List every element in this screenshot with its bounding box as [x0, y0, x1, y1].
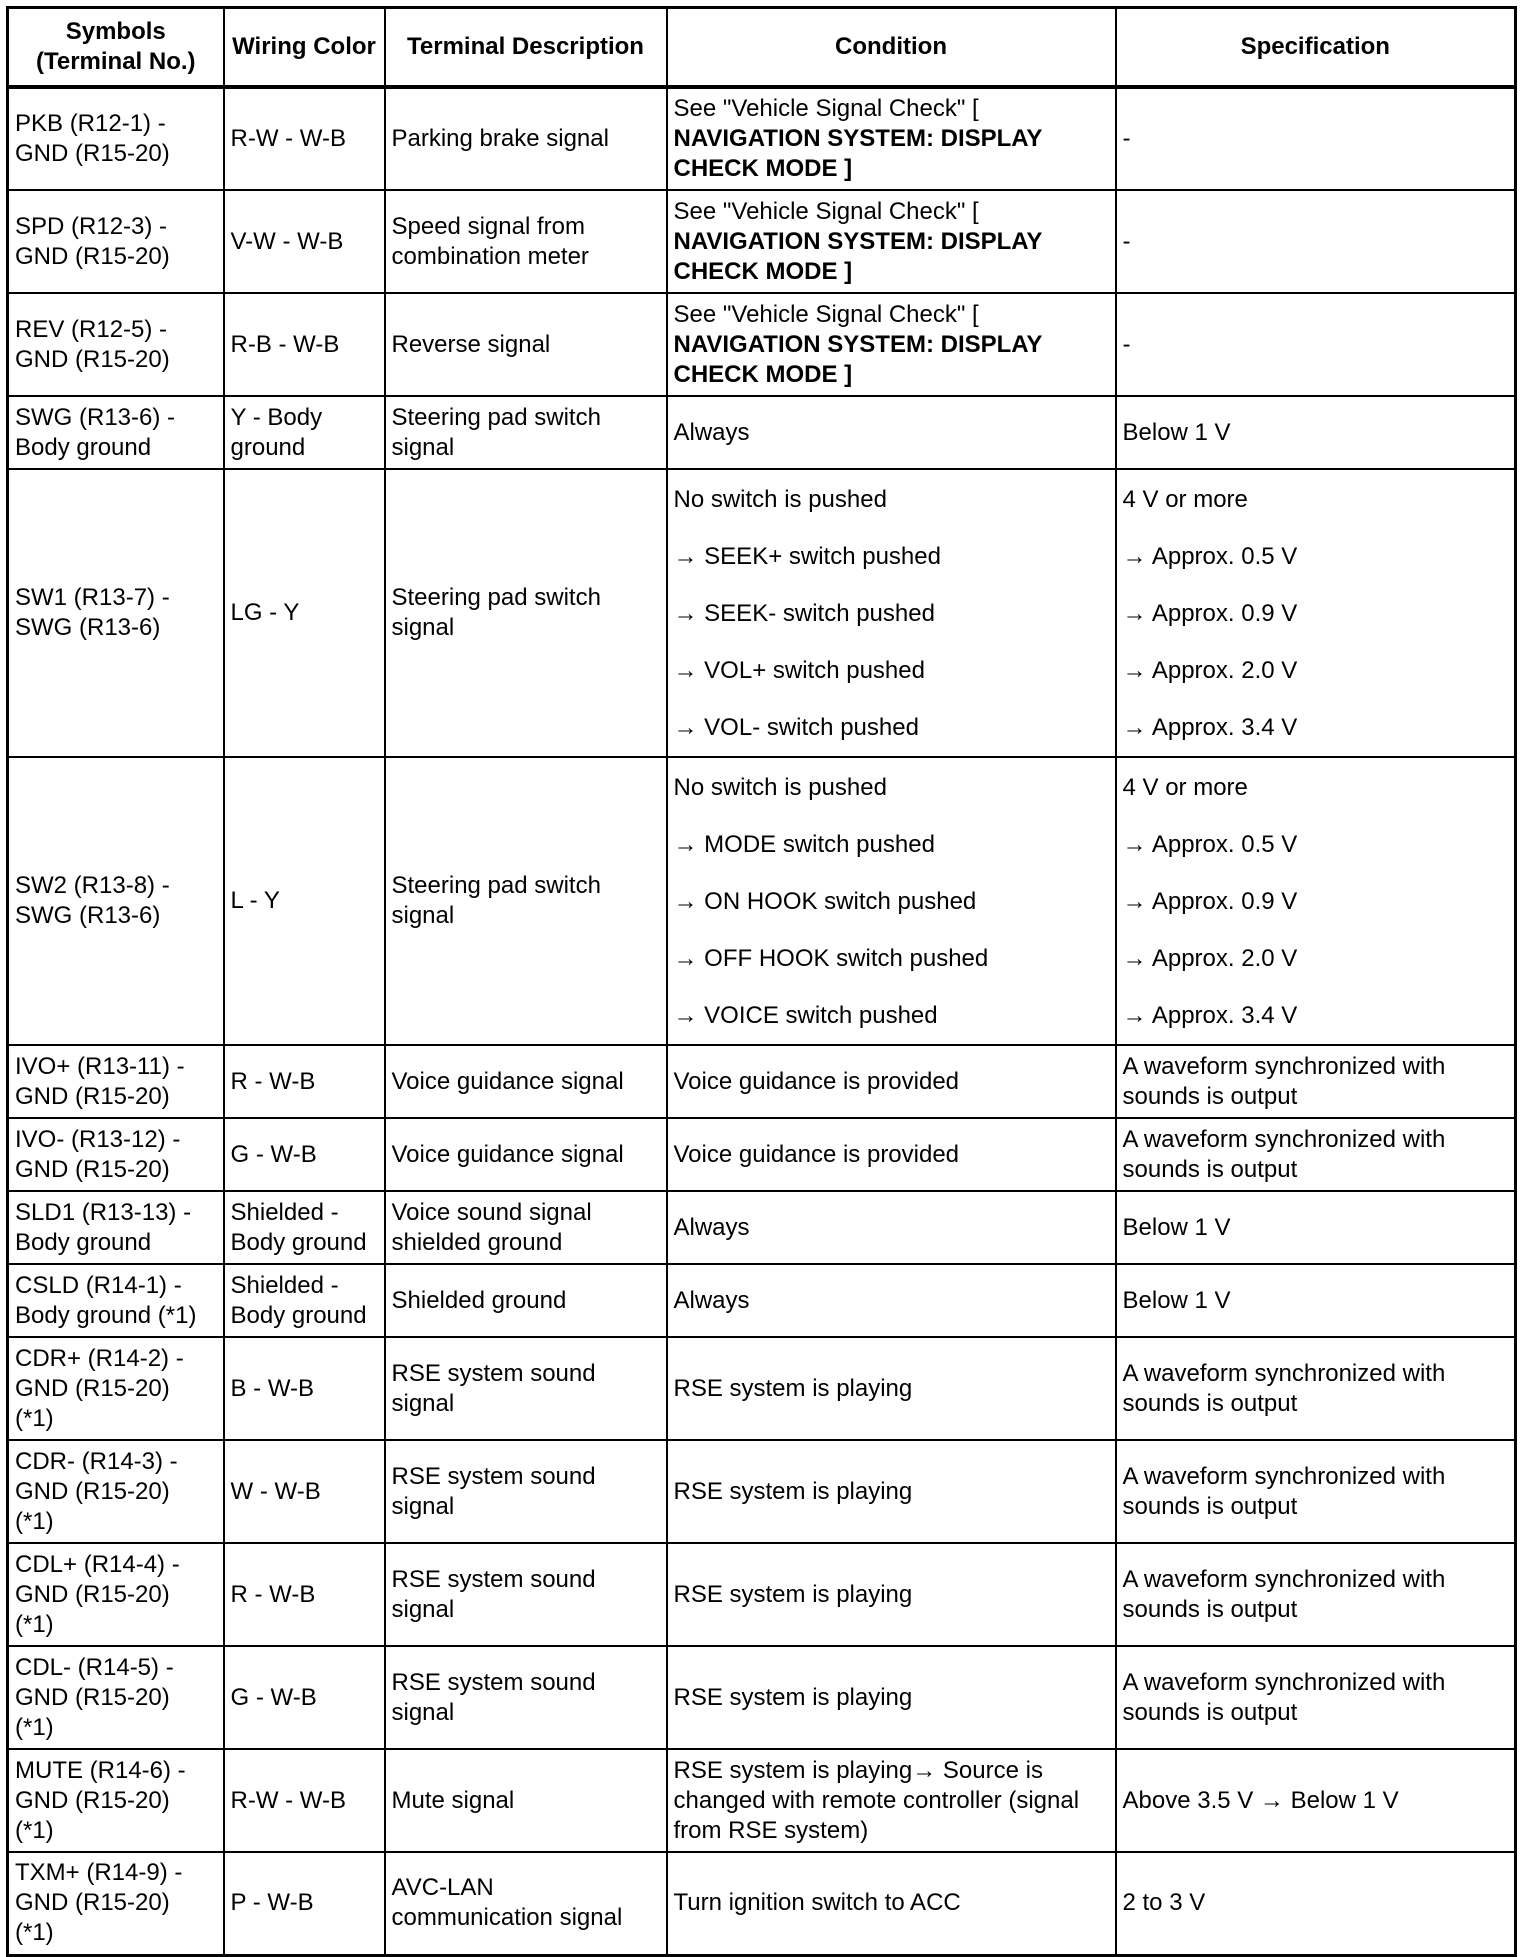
spec-cell: 4 V or more [1116, 757, 1516, 816]
wiring-cell: R - W-B [224, 1543, 385, 1646]
symbols-cell: SW2 (R13-8) - SWG (R13-6) [8, 757, 224, 1045]
wiring-cell: R-W - W-B [224, 1749, 385, 1852]
spec-cell: A waveform synchronized with sounds is output [1116, 1118, 1516, 1191]
condition-cell: No switch is pushed [667, 469, 1116, 528]
symbols-cell: CDR- (R14-3) - GND (R15-20) (*1) [8, 1440, 224, 1543]
condition-link[interactable]: NAVIGATION SYSTEM: DISPLAY CHECK MODE ] [673, 125, 1042, 182]
wiring-cell: R - W-B [224, 1045, 385, 1118]
wiring-cell: Y - Body ground [224, 396, 385, 469]
spec-cell: → Approx. 0.5 V [1116, 528, 1516, 585]
wiring-cell: V-W - W-B [224, 190, 385, 293]
condition-cell: → SEEK+ switch pushed [667, 528, 1116, 585]
condition-cell: → OFF HOOK switch pushed [667, 930, 1116, 987]
wiring-cell: W - W-B [224, 1440, 385, 1543]
terminal-cell: AVC-LAN communication signal [385, 1852, 667, 1955]
spec-cell: Below 1 V [1116, 1264, 1516, 1337]
spec-cell: Above 3.5 V → Below 1 V [1116, 1749, 1516, 1852]
condition-cell: → MODE switch pushed [667, 816, 1116, 873]
condition-cell: → VOL- switch pushed [667, 699, 1116, 757]
spec-cell: A waveform synchronized with sounds is output [1116, 1337, 1516, 1440]
condition-cell: → ON HOOK switch pushed [667, 873, 1116, 930]
table-row [8, 1440, 1516, 1543]
condition-cell: → VOL+ switch pushed [667, 642, 1116, 699]
wiring-cell: R-B - W-B [224, 293, 385, 396]
condition-cell: Voice guidance is provided [667, 1045, 1116, 1118]
condition-text: See "Vehicle Signal Check" [ [673, 95, 979, 122]
spec-cell: A waveform synchronized with sounds is output [1116, 1543, 1516, 1646]
spec-cell: Below 1 V [1116, 396, 1516, 469]
wiring-cell: G - W-B [224, 1646, 385, 1749]
spec-cell: → Approx. 3.4 V [1116, 699, 1516, 757]
spec-cell: → Approx. 0.5 V [1116, 816, 1516, 873]
terminal-cell: Parking brake signal [385, 87, 667, 190]
symbols-cell: TXM+ (R14-9) - GND (R15-20) (*1) [8, 1852, 224, 1955]
spec-cell: - [1116, 190, 1516, 293]
symbols-cell: IVO- (R13-12) - GND (R15-20) [8, 1118, 224, 1191]
spec-cell: Below 1 V [1116, 1191, 1516, 1264]
spec-cell: A waveform synchronized with sounds is output [1116, 1045, 1516, 1118]
symbols-cell: SW1 (R13-7) - SWG (R13-6) [8, 469, 224, 757]
symbols-cell: REV (R12-5) - GND (R15-20) [8, 293, 224, 396]
terminal-cell: Mute signal [385, 1749, 667, 1852]
header-row [8, 8, 1516, 88]
condition-cell: Always [667, 1191, 1116, 1264]
symbols-cell: IVO+ (R13-11) - GND (R15-20) [8, 1045, 224, 1118]
spec-cell: → Approx. 0.9 V [1116, 585, 1516, 642]
table-row [8, 396, 1516, 469]
table-row [8, 87, 1516, 190]
terminal-table [6, 6, 1517, 1957]
wiring-cell: R-W - W-B [224, 87, 385, 190]
terminal-table-container [6, 6, 1514, 1957]
table-row [8, 1749, 1516, 1852]
spec-cell: → Approx. 2.0 V [1116, 642, 1516, 699]
condition-cell: Always [667, 1264, 1116, 1337]
wiring-cell: Shielded - Body ground [224, 1264, 385, 1337]
terminal-cell: Steering pad switch signal [385, 757, 667, 1045]
spec-cell: → Approx. 2.0 V [1116, 930, 1516, 987]
spec-cell: - [1116, 293, 1516, 396]
condition-cell: RSE system is playing [667, 1543, 1116, 1646]
condition-link[interactable]: NAVIGATION SYSTEM: DISPLAY CHECK MODE ] [673, 227, 1042, 285]
table-row [8, 1852, 1516, 1955]
table-row [8, 469, 1516, 528]
symbols-cell: CDR+ (R14-2) - GND (R15-20) (*1) [8, 1337, 224, 1440]
spec-cell: A waveform synchronized with sounds is output [1116, 1646, 1516, 1749]
table-row [8, 1191, 1516, 1264]
spec-cell: 2 to 3 V [1116, 1852, 1516, 1955]
condition-cell: RSE system is playing [667, 1440, 1116, 1543]
wiring-cell: LG - Y [224, 469, 385, 757]
symbols-cell: SLD1 (R13-13) - Body ground [8, 1191, 224, 1264]
table-row [8, 757, 1516, 816]
condition-cell: Always [667, 396, 1116, 469]
condition-cell: → VOICE switch pushed [667, 987, 1116, 1045]
table-row [8, 1543, 1516, 1646]
header-terminal-description: Terminal Description [385, 8, 667, 88]
wiring-cell: P - W-B [224, 1852, 385, 1955]
wiring-cell: L - Y [224, 757, 385, 1045]
wiring-cell: Shielded - Body ground [224, 1191, 385, 1264]
terminal-cell: Steering pad switch signal [385, 396, 667, 469]
condition-cell: Turn ignition switch to ACC [667, 1852, 1116, 1955]
table-row [8, 1264, 1516, 1337]
terminal-cell: Voice guidance signal [385, 1118, 667, 1191]
condition-cell: Voice guidance is provided [667, 1118, 1116, 1191]
condition-cell: RSE system is playing→ Source is changed with remote controller (signal from RSE system) [667, 1749, 1116, 1852]
terminal-cell: Voice sound signal shielded ground [385, 1191, 667, 1264]
condition-cell [667, 190, 1116, 293]
spec-cell: 4 V or more [1116, 469, 1516, 528]
symbols-cell: CDL+ (R14-4) - GND (R15-20) (*1) [8, 1543, 224, 1646]
spec-cell: A waveform synchronized with sounds is output [1116, 1440, 1516, 1543]
terminal-cell: RSE system sound signal [385, 1646, 667, 1749]
table-row [8, 1118, 1516, 1191]
table-row [8, 190, 1516, 293]
terminal-cell: RSE system sound signal [385, 1543, 667, 1646]
symbols-cell: SWG (R13-6) - Body ground [8, 396, 224, 469]
condition-cell [667, 87, 1116, 190]
table-row [8, 293, 1516, 396]
condition-cell: → SEEK- switch pushed [667, 585, 1116, 642]
spec-cell: → Approx. 0.9 V [1116, 873, 1516, 930]
table-row [8, 1045, 1516, 1118]
condition-cell: RSE system is playing [667, 1646, 1116, 1749]
condition-cell [667, 293, 1116, 396]
terminal-cell: Voice guidance signal [385, 1045, 667, 1118]
condition-cell: RSE system is playing [667, 1337, 1116, 1440]
condition-cell: No switch is pushed [667, 757, 1116, 816]
terminal-cell: RSE system sound signal [385, 1337, 667, 1440]
terminal-cell: Steering pad switch signal [385, 469, 667, 757]
table-row [8, 1646, 1516, 1749]
terminal-cell: Reverse signal [385, 293, 667, 396]
terminal-cell: RSE system sound signal [385, 1440, 667, 1543]
spec-cell: → Approx. 3.4 V [1116, 987, 1516, 1045]
symbols-cell: CDL- (R14-5) - GND (R15-20) (*1) [8, 1646, 224, 1749]
header-wiring-color: Wiring Color [224, 8, 385, 88]
symbols-cell: MUTE (R14-6) - GND (R15-20) (*1) [8, 1749, 224, 1852]
condition-text: See "Vehicle Signal Check" [ [673, 197, 979, 225]
condition-text: See "Vehicle Signal Check" [ [673, 300, 979, 328]
symbols-cell: PKB (R12-1) - GND (R15-20) [8, 87, 224, 190]
table-row [8, 1337, 1516, 1440]
symbols-cell: CSLD (R14-1) - Body ground (*1) [8, 1264, 224, 1337]
header-symbols: Symbols (Terminal No.) [8, 8, 224, 88]
symbols-cell: SPD (R12-3) - GND (R15-20) [8, 190, 224, 293]
wiring-cell: G - W-B [224, 1118, 385, 1191]
spec-cell: - [1116, 87, 1516, 190]
header-specification: Specification [1116, 8, 1516, 88]
wiring-cell: B - W-B [224, 1337, 385, 1440]
terminal-cell: Shielded ground [385, 1264, 667, 1337]
condition-link[interactable]: NAVIGATION SYSTEM: DISPLAY CHECK MODE ] [673, 330, 1042, 388]
header-condition: Condition [667, 8, 1116, 88]
terminal-cell: Speed signal from combination meter [385, 190, 667, 293]
